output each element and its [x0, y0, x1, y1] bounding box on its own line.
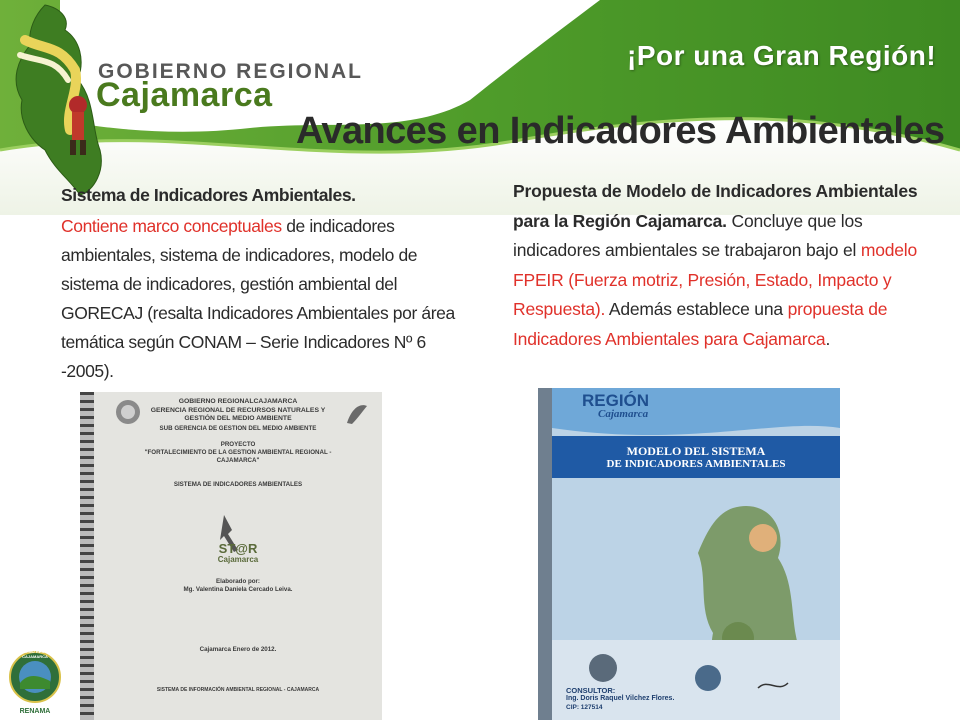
right-text-block — [513, 177, 943, 354]
document-page — [94, 392, 382, 720]
doc1-footer: SISTEMA DE INFORMACIÓN AMBIENTAL REGIONAL - CAJAMARCA — [156, 687, 320, 693]
doc1-logo-text: ST@R — [218, 541, 258, 556]
doc1-line-10: Mg. Valentina Daniela Cercado Leiva. — [183, 586, 293, 593]
right-body-2: Además establece una — [605, 299, 788, 319]
right-highlight-2: propuesta de Indicadores Ambientales para Cajamarca — [513, 299, 888, 349]
left-paragraph — [61, 212, 461, 386]
doc1-line-6: "FORTALECIMIENTO DE LA GESTION AMBIENTAL REGIONAL - — [144, 449, 332, 456]
left-text-block — [61, 181, 461, 386]
doc1-logo-subtext: Cajamarca — [217, 555, 259, 564]
document-photo-1 — [80, 392, 382, 720]
doc1-line-11: Cajamarca Enero de 2012. — [199, 646, 277, 653]
doc2-consultor-label: CONSULTOR: — [566, 686, 616, 695]
right-heading: Propuesta de Modelo de Indicadores Ambientales para la Región Cajamarca. — [513, 181, 918, 231]
left-body: de indicadores ambientales, sistema de indicadores, modelo de sistema de indicadores, gestión ambiental del GORECAJ (resalta Indicadores Ambientales por área temática según CONAM – Serie Indicadores Nº 6 -2005). — [61, 216, 455, 381]
doc1-line-3: GESTIÓN DEL MEDIO AMBIENTE — [184, 415, 292, 422]
left-highlight: Contiene marco conceptuales — [61, 216, 282, 236]
seal-top-text: GOBIERNO REGIONAL CAJAMARCA — [12, 649, 57, 659]
document-photo-2 — [538, 388, 840, 720]
doc2-title-line-1: MODELO DEL SISTEMA — [626, 444, 766, 458]
spiral-binding — [80, 392, 94, 720]
left-heading: Sistema de Indicadores Ambientales. — [61, 185, 356, 205]
seal-bottom-text: RENAMA — [19, 708, 51, 715]
right-body-3: . — [825, 328, 831, 349]
brand-small-text: GOBIERNO REGIONAL — [98, 60, 364, 83]
doc1-line-1: GOBIERNO REGIONALCAJAMARCA — [178, 398, 298, 405]
slogan: ¡Por una Gran Región! — [627, 40, 937, 71]
doc2-cip: CIP: 127514 — [566, 704, 603, 711]
doc1-line-7: CAJAMARCA" — [216, 457, 260, 464]
right-body-1: Concluye que los indicadores ambientales se trabajaron bajo el — [513, 210, 863, 260]
doc2-brand: REGIÓN — [582, 391, 650, 410]
doc1-line-5: PROYECTO — [220, 441, 256, 448]
doc2-consultor-name: Ing. Doris Raquel Vilchez Flores. — [566, 695, 675, 702]
doc1-line-4: SUB GERENCIA DE GESTION DEL MEDIO AMBIENTE — [159, 425, 317, 432]
doc2-brand-sub: Cajamarca — [598, 408, 649, 420]
brand-name: Cajamarca — [96, 76, 273, 114]
doc2-cover-art — [538, 388, 840, 720]
right-highlight-1: modelo FPEIR (Fuerza motriz, Presión, Estado, Impacto y Respuesta). — [513, 240, 918, 319]
doc1-line-9: Elaborado por: — [215, 578, 260, 585]
doc1-line-2: GERENCIA REGIONAL DE RECURSOS NATURALES Y — [150, 407, 326, 414]
page-title: Avances en Indicadores Ambientales — [296, 110, 945, 152]
doc1-line-8: SISTEMA DE INDICADORES AMBIENTALES — [173, 481, 303, 488]
doc2-title-line-2: DE INDICADORES AMBIENTALES — [606, 458, 786, 470]
